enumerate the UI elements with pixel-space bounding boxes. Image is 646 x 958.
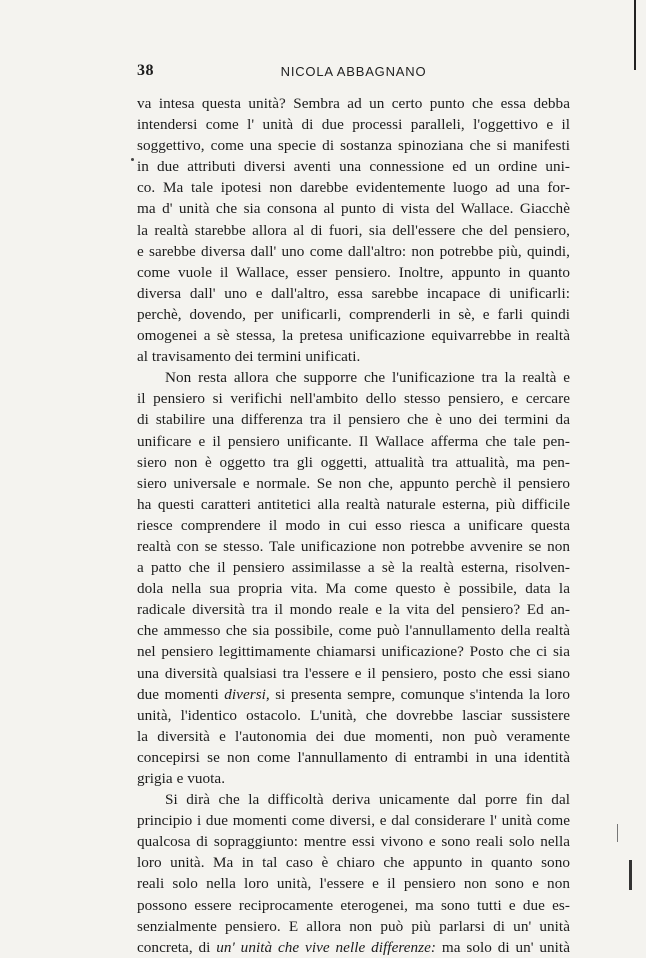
text-line: la realtà starebbe allora al di fuori, sia dell'essere che del pensiero,: [137, 221, 570, 239]
margin-mark-right: [617, 824, 618, 842]
text-line: che ammesso che sia possibile, come può l'annullamento della realtà: [137, 622, 570, 640]
text-line: [137, 937, 570, 958]
text-line: come vuole il Wallace, esser pensiero. Inoltre, appunto in quanto: [137, 263, 570, 281]
text-line: possono essere reciprocamente eterogenei, ma sono tutti e due es-: [137, 896, 570, 914]
text-line: diversa dall' uno e dall'altro, essa sarebbe incapace di unificarli:: [137, 284, 570, 302]
text-line: co. Ma tale ipotesi non darebbe evidentemente luogo ad una for-: [137, 179, 570, 197]
text-line: il pensiero si verifichi nell'ambito dello stesso pensiero, e cercare: [137, 390, 570, 408]
text-line: unificare e il pensiero unificante. Il Wallace afferma che tale pen-: [137, 432, 570, 450]
margin-mark: [131, 158, 134, 161]
page-edge-shadow: [634, 0, 636, 70]
text-line: in due attributi diversi aventi una connessione ed un ordine uni-: [137, 158, 570, 176]
text-segment: ma solo di un' unità: [441, 938, 570, 956]
text-line: dola nella sua propria vita. Ma come questo è possibile, data la: [137, 580, 570, 598]
text-line: senzialmente pensiero. E allora non può più parlarsi di un' unità: [137, 917, 570, 935]
text-line: principio i due momenti come diversi, e dal considerare l' unità come: [137, 812, 570, 830]
text-line: qualcosa di sopraggiunto: mentre essi vivono e sono reali solo nella: [137, 833, 570, 851]
emphasis-text: un' unità che vive nelle differenze:: [216, 938, 437, 956]
text-line: a patto che il pensiero assimilasse a sè la realtà esterna, risolven-: [137, 559, 570, 577]
text-line: nel pensiero legittimamente chiamarsi unificazione? Posto che ci sia: [137, 643, 570, 661]
text-line: di stabilire una differenza tra il pensiero che è uno dei termini da: [137, 411, 570, 429]
emphasis-text: diversi,: [224, 685, 270, 703]
text-line: al travisamento dei termini unificati.: [137, 348, 361, 366]
text-line: intendersi come l' unità di due processi paralleli, l'oggettivo e il: [137, 116, 570, 134]
running-head: NICOLA ABBAGNANO: [280, 64, 427, 79]
page-edge-shadow-bottom: [629, 860, 632, 890]
text-line: siero universale e normale. Se non che, appunto perchè il pensiero: [137, 474, 570, 492]
text-line: Si dirà che la difficoltà deriva unicamente dal porre fin dal: [165, 791, 570, 809]
text-line: omogenei a sè stessa, la pretesa unificazione equivarrebbe in realtà: [137, 327, 570, 345]
text-line: loro unità. Ma in tal caso è chiaro che appunto in quanto sono: [137, 854, 570, 872]
text-segment: concreta, di: [137, 938, 211, 956]
text-line: e sarebbe diversa dall' uno come dall'altro: non potrebbe più, quindi,: [137, 242, 570, 260]
text-line: perchè, dovendo, per unificarli, comprenderli in sè, e farli quindi: [137, 305, 570, 323]
text-line: reali solo nella loro unità, l'essere e il pensiero non sono e non: [137, 875, 570, 893]
text-line: ha questi caratteri antitetici alla realtà naturale esterna, più difficile: [137, 495, 570, 513]
text-segment: si presenta sempre, comunque s'intenda la loro: [275, 685, 570, 703]
page-header: [137, 62, 570, 84]
text-line: grigia e vuota.: [137, 770, 226, 787]
text-line: [137, 684, 570, 705]
text-line: realtà con se stesso. Tale unificazione non potrebbe avvenire se non: [137, 537, 570, 555]
text-segment: due momenti: [137, 685, 219, 703]
text-line: ma d' unità che sia consona al punto di vista del Wallace. Giacchè: [137, 200, 570, 218]
text-line: unità, l'identico ostacolo. L'unità, che dovrebbe lasciar sussistere: [137, 706, 570, 724]
text-line: soggettivo, come una specie di sostanza spinoziana che si manifesti: [137, 137, 570, 155]
text-line: va intesa questa unità? Sembra ad un certo punto che essa debba: [137, 95, 570, 112]
text-line: siero non è oggetto tra gli oggetti, attualità tra attualità, ma pen-: [137, 453, 570, 471]
text-line: Non resta allora che supporre che l'unificazione tra la realtà e: [165, 369, 570, 387]
page-number: 38: [137, 62, 154, 79]
text-line: radicale diversità tra il mondo reale e la vita del pensiero? Ed an-: [137, 601, 570, 619]
text-line: la diversità e l'autonomia dei due momenti, non può veramente: [137, 727, 570, 745]
text-line: una diversità qualsiasi tra l'essere e il pensiero, posto che essi siano: [137, 664, 570, 682]
text-line: concepirsi se non come l'annullamento di entrambi in una identità: [137, 748, 570, 766]
body-text: [137, 93, 570, 958]
text-line: riesce comprendere il modo in cui esso riesca a unificare questa: [137, 516, 570, 534]
